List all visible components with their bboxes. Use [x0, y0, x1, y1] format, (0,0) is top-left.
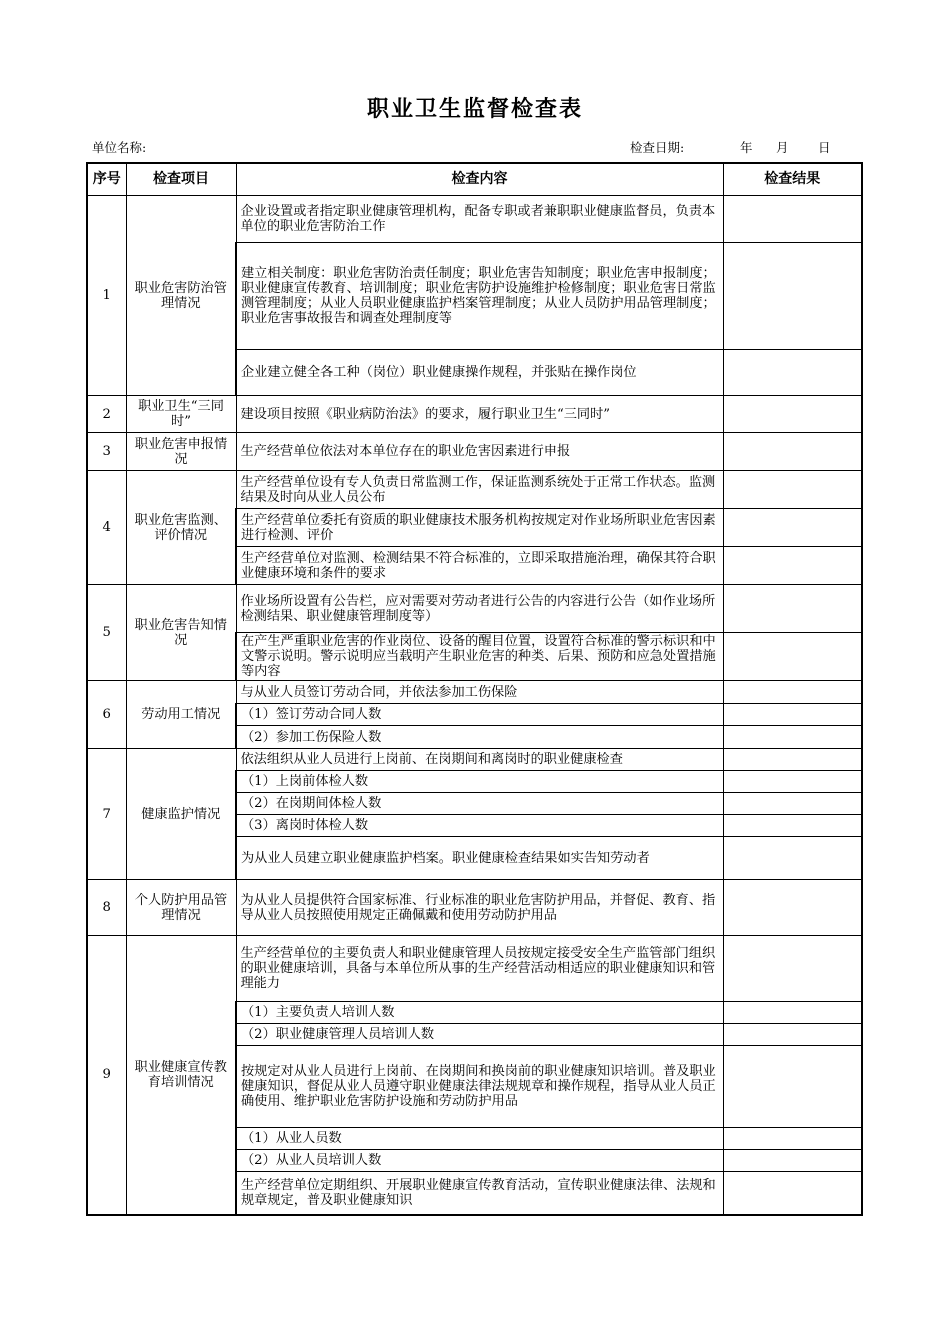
page-title: 职业卫生监督检查表 [366, 97, 583, 122]
inspection-content: 与从业人员签订劳动合同，并依法参加工伤保险 [236, 681, 723, 704]
inspection-content: 生产经营单位定期组织、开展职业健康宣传教育活动，宣传职业健康法律、法规和规章规定，普及职业健康知识 [236, 1172, 723, 1215]
table-row [87, 196, 862, 243]
inspection-table [86, 162, 863, 1216]
inspection-result-cell[interactable] [723, 433, 862, 471]
inspection-result-cell[interactable] [723, 1172, 862, 1215]
inspection-item: 劳动用工情况 [126, 681, 236, 749]
inspection-result-cell[interactable] [723, 196, 862, 243]
inspection-result-cell[interactable] [723, 815, 862, 837]
inspection-content: （1）签订劳动合同人数 [236, 704, 723, 726]
inspection-result-cell[interactable] [723, 880, 862, 936]
inspection-item: 职业危害防治管理情况 [126, 196, 236, 396]
inspection-content: （1）上岗前体检人数 [236, 771, 723, 793]
inspection-content: 为从业人员提供符合国家标准、行业标准的职业危害防护用品，并督促、教育、指导从业人员按照使用规定正确佩戴和使用劳动防护用品 [236, 880, 723, 936]
inspection-result-cell[interactable] [723, 771, 862, 793]
inspection-result-cell[interactable] [723, 837, 862, 880]
inspection-content: 生产经营单位对监测、检测结果不符合标准的，立即采取措施治理，确保其符合职业健康环境和条件的要求 [236, 547, 723, 585]
inspection-result-cell[interactable] [723, 243, 862, 350]
inspection-item: 个人防护用品管理情况 [126, 880, 236, 936]
table-row [87, 585, 862, 633]
inspection-content: （3）离岗时体检人数 [236, 815, 723, 837]
inspection-result-cell[interactable] [723, 726, 862, 749]
inspection-content: 按规定对从业人员进行上岗前、在岗期间和换岗前的职业健康知识培训。普及职业健康知识，督促从业人员遵守职业健康法律法规规章和操作规程，指导从业人员正确使用、维护职业危害防护设施和劳动防护用品 [236, 1046, 723, 1128]
inspection-content: 生产经营单位依法对本单位存在的职业危害因素进行申报 [236, 433, 723, 471]
unit-name-label: 单位名称: [92, 140, 147, 155]
inspection-result-cell[interactable] [723, 704, 862, 726]
inspection-content: 在产生严重职业危害的作业岗位、设备的醒目位置，设置符合标准的警示标识和中文警示说明。警示说明应当载明产生职业危害的种类、后果、预防和应急处置措施等内容 [236, 633, 723, 681]
table-row [87, 749, 862, 771]
inspection-result-cell[interactable] [723, 585, 862, 633]
inspection-content: 生产经营单位的主要负责人和职业健康管理人员按规定接受安全生产监管部门组织的职业健康培训，具备与本单位所从事的生产经营活动相适应的职业健康知识和管理能力 [236, 936, 723, 1002]
inspection-result-cell[interactable] [723, 633, 862, 681]
inspection-result-cell[interactable] [723, 936, 862, 1002]
header-content: 检查内容 [236, 163, 723, 196]
table-row [87, 471, 862, 509]
inspection-content: 作业场所设置有公告栏，应对需要对劳动者进行公告的内容进行公告（如作业场所检测结果、职业健康管理制度等） [236, 585, 723, 633]
inspection-result-cell[interactable] [723, 749, 862, 771]
inspection-result-cell[interactable] [723, 1150, 862, 1172]
section-number: 4 [87, 471, 126, 585]
inspection-item: 职业卫生“三同时” [126, 396, 236, 433]
date-month-label: 月 [776, 140, 789, 155]
inspection-result-cell[interactable] [723, 547, 862, 585]
table-row [87, 681, 862, 704]
inspection-content: 建设项目按照《职业病防治法》的要求，履行职业卫生“三同时” [236, 396, 723, 433]
table-body [87, 196, 862, 1215]
header-item: 检查项目 [126, 163, 236, 196]
section-number: 5 [87, 585, 126, 681]
section-number: 3 [87, 433, 126, 471]
inspection-item: 健康监护情况 [126, 749, 236, 880]
date-year-label: 年 [740, 140, 753, 155]
table-row [87, 396, 862, 433]
section-number: 8 [87, 880, 126, 936]
inspection-content: 企业建立健全各工种（岗位）职业健康操作规程，并张贴在操作岗位 [236, 350, 723, 396]
inspection-result-cell[interactable] [723, 1128, 862, 1150]
inspection-content: （1）主要负责人培训人数 [236, 1002, 723, 1024]
inspection-content: （2）在岗期间体检人数 [236, 793, 723, 815]
inspection-item: 职业危害告知情况 [126, 585, 236, 681]
inspection-content: 依法组织从业人员进行上岗前、在岗期间和离岗时的职业健康检查 [236, 749, 723, 771]
inspection-result-cell[interactable] [723, 1002, 862, 1024]
inspection-content: （1）从业人员数 [236, 1128, 723, 1150]
inspection-content: 为从业人员建立职业健康监护档案。职业健康检查结果如实告知劳动者 [236, 837, 723, 880]
section-number: 1 [87, 196, 126, 396]
inspection-content: （2）参加工伤保险人数 [236, 726, 723, 749]
date-day-label: 日 [818, 140, 831, 155]
inspection-result-cell[interactable] [723, 793, 862, 815]
inspection-result-cell[interactable] [723, 1046, 862, 1128]
inspection-content: 生产经营单位委托有资质的职业健康技术服务机构按规定对作业场所职业危害因素进行检测、评价 [236, 509, 723, 547]
inspection-item: 职业危害监测、评价情况 [126, 471, 236, 585]
section-number: 6 [87, 681, 126, 749]
inspection-result-cell[interactable] [723, 350, 862, 396]
inspection-content: 生产经营单位设有专人负责日常监测工作，保证监测系统处于正常工作状态。监测结果及时向从业人员公布 [236, 471, 723, 509]
table-row [87, 936, 862, 1002]
inspection-result-cell[interactable] [723, 396, 862, 433]
section-number: 9 [87, 936, 126, 1215]
inspection-item: 职业危害申报情况 [126, 433, 236, 471]
inspection-content: 企业设置或者指定职业健康管理机构，配备专职或者兼职职业健康监督员，负责本单位的职业危害防治工作 [236, 196, 723, 243]
inspection-result-cell[interactable] [723, 1024, 862, 1046]
table-row [87, 433, 862, 471]
inspection-result-cell[interactable] [723, 509, 862, 547]
inspection-content: （2）职业健康管理人员培训人数 [236, 1024, 723, 1046]
inspection-content: （2）从业人员培训人数 [236, 1150, 723, 1172]
inspection-result-cell[interactable] [723, 681, 862, 704]
table-header-row [87, 163, 862, 196]
inspection-date-label: 检查日期: [630, 140, 685, 155]
inspection-item: 职业健康宣传教育培训情况 [126, 936, 236, 1215]
section-number: 7 [87, 749, 126, 880]
header-result: 检查结果 [723, 163, 862, 196]
inspection-content: 建立相关制度：职业危害防治责任制度；职业危害告知制度；职业危害申报制度；职业健康宣传教育、培训制度；职业危害防护设施维护检修制度；职业危害日常监测管理制度；从业人员职业健康监护档案管理制度；从业人员防护用品管理制度；职业危害事故报告和调查处理制度等 [236, 243, 723, 350]
table-row [87, 880, 862, 936]
section-number: 2 [87, 396, 126, 433]
header-no: 序号 [87, 163, 126, 196]
inspection-result-cell[interactable] [723, 471, 862, 509]
